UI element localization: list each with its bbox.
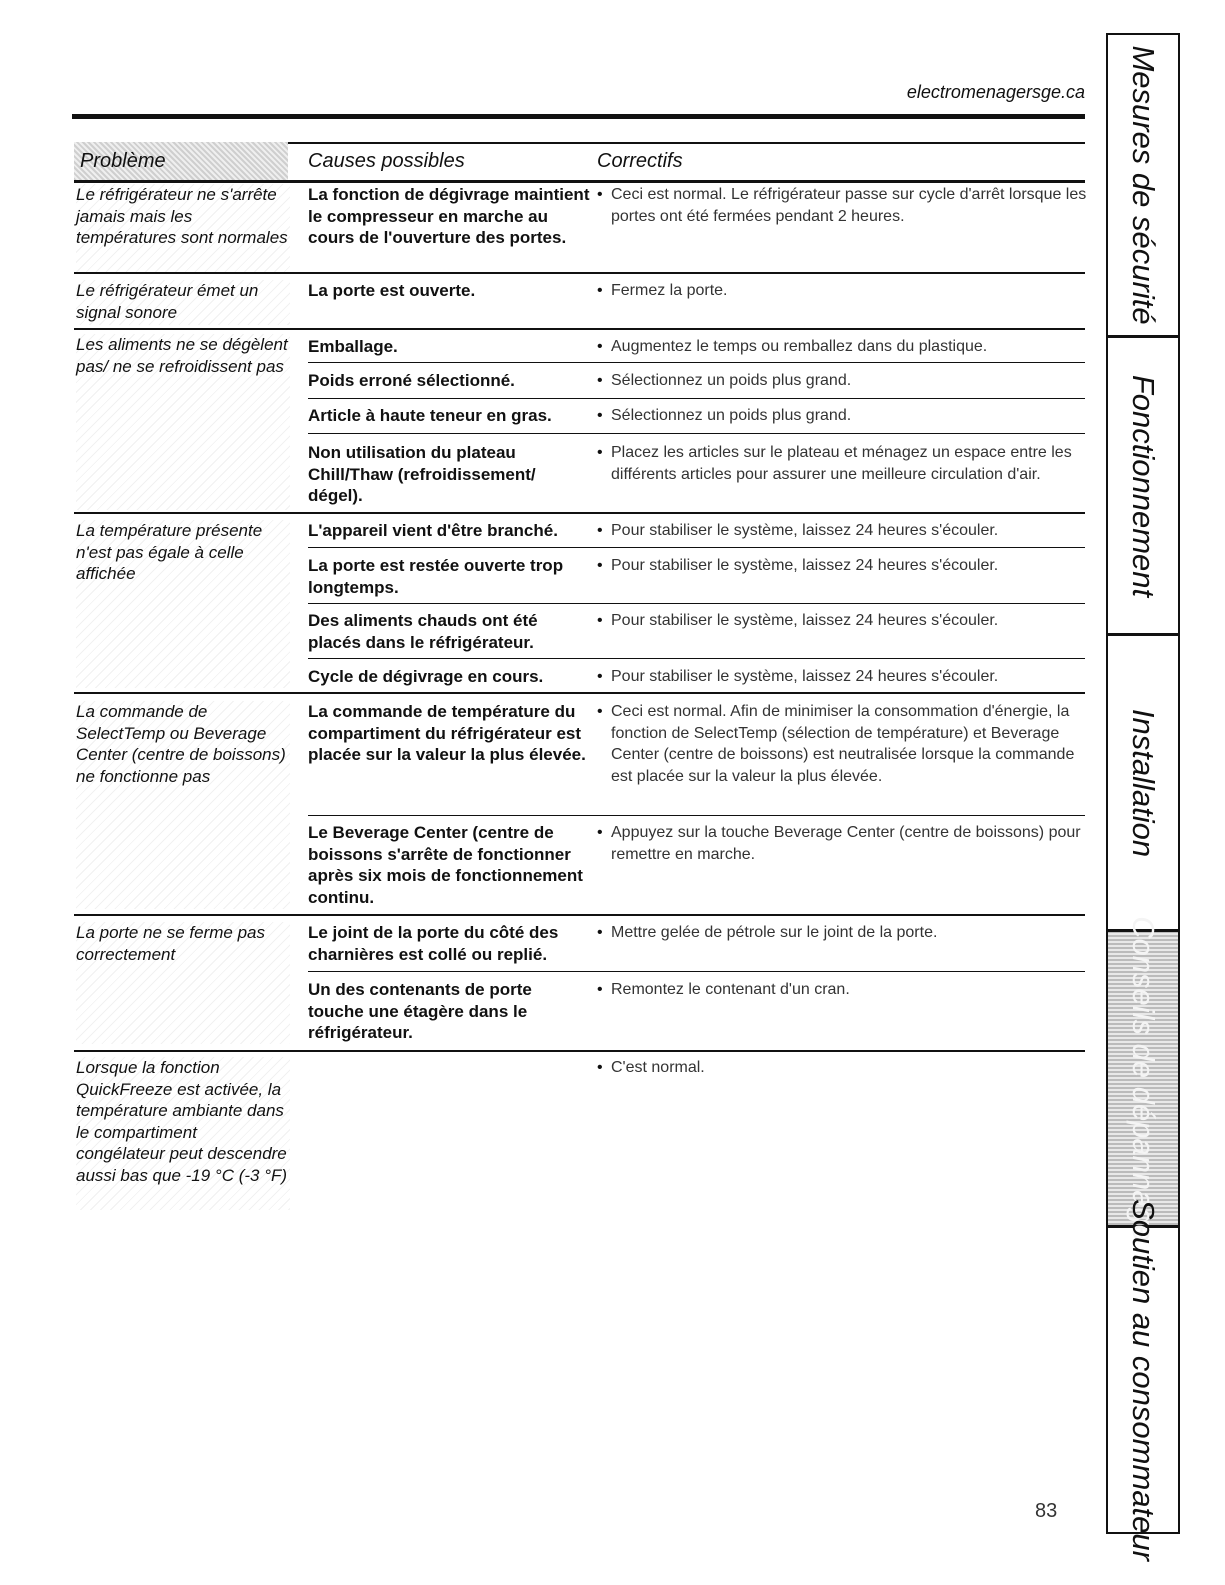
row-rule [74, 512, 1085, 514]
problem-cell: Lorsque la fonction QuickFreeze est activée, la température ambiante dans le compartiment congélateur peut descendre aussi bas que -19 °C (-3 °F) [76, 1057, 290, 1210]
sub-row-rule [308, 815, 1085, 816]
fix-cell: • Ceci est normal. Le réfrigérateur passe sur cycle d'arrêt lorsque les portes ont été fermées pendant 2 heures. [597, 184, 1087, 227]
fix-cell: • Appuyez sur la touche Beverage Center (centre de boissons) pour remettre en marche. [597, 822, 1087, 865]
page-number: 83 [1035, 1500, 1058, 1522]
cause-cell: Article à haute teneur en gras. [308, 406, 552, 425]
header-rule [72, 114, 1085, 119]
row-rule [74, 272, 1085, 274]
cause-cell: Un des contenants de porte touche une étagère dans le réfrigérateur. [308, 980, 532, 1042]
row-rule [74, 328, 1085, 330]
cause-cell: Le joint de la porte du côté des charnières est collé ou replié. [308, 923, 559, 964]
fix-cell: • Pour stabiliser le système, laissez 24 heures s'écouler. [597, 555, 1087, 577]
fix-cell: • Augmentez le temps ou remballez dans du plastique. [597, 336, 1087, 358]
tab-conseils-de-depannage[interactable]: Conseils de dépannage [1108, 932, 1178, 1228]
cause-cell: La porte est ouverte. [308, 281, 476, 300]
problem-cell: Le réfrigérateur ne s'arrête jamais mais les températures sont normales [76, 184, 290, 272]
sub-row-rule [308, 547, 1085, 548]
fix-cell: • Mettre gelée de pétrole sur le joint de la porte. [597, 922, 1087, 944]
site-url: electromenagersge.ca [906, 82, 1085, 102]
cause-cell: La porte est restée ouverte trop longtemps. [308, 556, 564, 597]
sub-row-rule [308, 398, 1085, 399]
cause-cell: Des aliments chauds ont été placés dans le réfrigérateur. [308, 611, 538, 652]
problem-cell: Les aliments ne se dégèlent pas/ ne se refroidissent pas [76, 334, 290, 510]
fix-cell: • Pour stabiliser le système, laissez 24 heures s'écouler. [597, 610, 1087, 632]
cause-cell: L'appareil vient d'être branché. [308, 521, 558, 540]
fix-cell: • C'est normal. [597, 1057, 1087, 1079]
header-bottom-rule [74, 180, 1085, 183]
row-rule [74, 692, 1085, 694]
tab-soutien-au-consommateur[interactable]: Soutien au consommateur [1126, 1199, 1161, 1561]
problem-cell: Le réfrigérateur émet un signal sonore [76, 280, 290, 325]
row-rule [74, 914, 1085, 916]
fix-cell: • Ceci est normal. Afin de minimiser la consommation d'énergie, la fonction de SelectTemp (sélection de température) et Beverage Center (centre de boissons) est neutralisée lorsque la commande est placée sur la valeur la plus élevée. [597, 701, 1087, 787]
fix-cell: • Fermez la porte. [597, 280, 1087, 302]
cause-cell: Emballage. [308, 337, 398, 356]
sub-row-rule [308, 658, 1085, 659]
sub-row-rule [308, 971, 1085, 972]
cause-cell: Non utilisation du plateau Chill/Thaw (refroidissement/ dégel). [308, 443, 536, 505]
cause-cell: Cycle de dégivrage en cours. [308, 667, 544, 686]
problem-cell: La température présente n'est pas égale à celle affichée [76, 520, 290, 688]
fix-cell: • Pour stabiliser le système, laissez 24 heures s'écouler. [597, 666, 1087, 688]
side-tab-strip [1106, 33, 1180, 1561]
tab-fonctionnement[interactable]: Fonctionnement [1108, 338, 1178, 636]
cause-cell: La commande de température du compartiment du réfrigérateur est placée sur la valeur la plus élevée. [308, 702, 586, 764]
row-rule [74, 1050, 1085, 1052]
cause-cell: Poids erroné sélectionné. [308, 371, 515, 390]
fix-cell: • Remontez le contenant d'un cran. [597, 979, 1087, 1001]
header-correctifs: Correctifs [597, 150, 683, 172]
cause-cell: La fonction de dégivrage maintient le compresseur en marche au cours de l'ouverture des portes. [308, 185, 590, 247]
fix-cell: • Sélectionnez un poids plus grand. [597, 405, 1087, 427]
tab-installation[interactable]: Installation [1108, 636, 1178, 932]
sub-row-rule [308, 433, 1085, 434]
problem-cell: La commande de SelectTemp ou Beverage Center (centre de boissons) ne fonctionne pas [76, 701, 290, 909]
fix-cell: • Placez les articles sur le plateau et ménagez un espace entre les différents articles pour assurer une meilleure circulation d'air. [597, 442, 1087, 485]
sub-row-rule [308, 603, 1085, 604]
tab-mesures-de-securite[interactable]: Mesures de sécurité [1108, 35, 1178, 338]
cause-cell: Le Beverage Center (centre de boissons s'arrête de fonctionner après six mois de fonctionnement continu. [308, 823, 583, 907]
problem-cell: La porte ne se ferme pas correctement [76, 922, 290, 1044]
sub-row-rule [308, 362, 1085, 363]
header-causes: Causes possibles [308, 150, 465, 172]
header-probleme: Problème [74, 142, 288, 180]
fix-cell: • Sélectionnez un poids plus grand. [597, 370, 1087, 392]
fix-cell: • Pour stabiliser le système, laissez 24 heures s'écouler. [597, 520, 1087, 542]
